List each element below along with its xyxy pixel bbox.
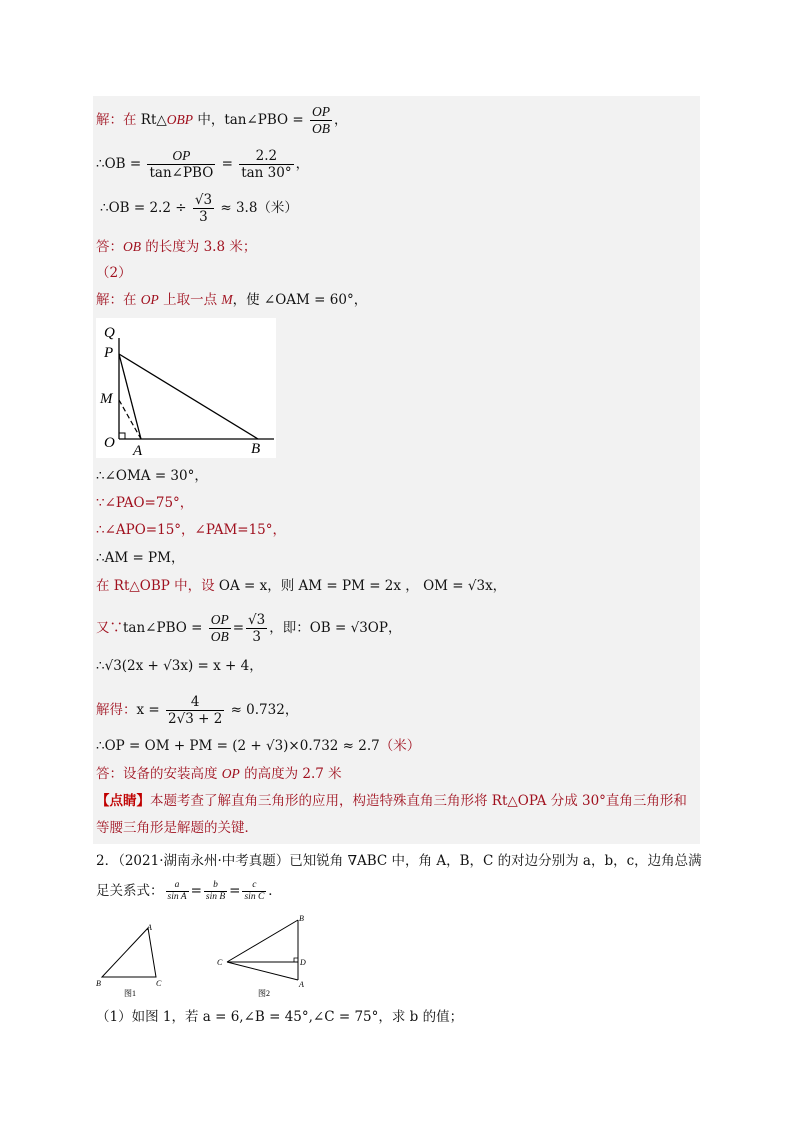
label-B: B <box>299 914 304 923</box>
label-O: O <box>104 435 115 451</box>
fraction <box>166 880 189 903</box>
denominator: sin A <box>167 892 187 902</box>
numerator: √3 <box>248 612 266 628</box>
text: M <box>221 292 233 307</box>
text: 的长度为 3.8 米； <box>141 239 257 255</box>
text: ，使 ∠OAM = 60°， <box>232 292 368 308</box>
text: 的高度为 2.7 米 <box>239 766 342 782</box>
solution-line-3 <box>100 192 298 225</box>
text: x = <box>136 702 165 718</box>
text: Rt△ <box>140 112 167 128</box>
geometry-figure-1 <box>96 318 276 458</box>
label-D: D <box>300 958 306 967</box>
comment-label: 【点睛】 <box>96 793 150 809</box>
segment-CA <box>227 962 298 980</box>
solution-line-16 <box>96 764 342 784</box>
fraction <box>147 148 215 181</box>
fraction <box>239 148 293 181</box>
fraction <box>193 192 214 225</box>
solution-line-6 <box>96 290 367 310</box>
numerator: OP <box>210 612 229 627</box>
text: 上取一点 <box>158 292 222 308</box>
segment-CB <box>227 920 298 962</box>
text: OB <box>123 239 141 254</box>
label-A: A <box>299 980 304 989</box>
numerator: OP <box>147 148 215 165</box>
fraction <box>246 612 267 645</box>
text: = <box>217 156 238 172</box>
solution-line-9: ∴∠APO=15°，∠PAM=15°， <box>96 522 287 538</box>
text: ∴OB = <box>96 156 146 172</box>
solution-line-7: ∴∠OMA = 30°， <box>96 468 208 484</box>
text: ∴OB = 2.2 ÷ <box>100 200 191 216</box>
numerator: 2.2 <box>239 148 293 165</box>
text: ， <box>334 112 348 128</box>
label-C: C <box>217 958 223 967</box>
numerator: c <box>242 880 266 892</box>
solution-line-14 <box>96 694 298 727</box>
text: ． <box>268 883 282 899</box>
comment-line-2: 等腰三角形是解题的关键． <box>96 820 258 836</box>
question-2-part-1: （1）如图 1，若 a = 6,∠B = 45°,∠C = 75°，求 b 的值； <box>96 1009 464 1025</box>
triangle-ABC <box>102 928 156 977</box>
text: OP <box>221 766 240 781</box>
label-C: C <box>156 979 162 988</box>
label-A: A <box>133 443 143 458</box>
figure-caption: 图1 <box>124 989 136 998</box>
fraction <box>310 104 332 137</box>
text: 足关系式： <box>96 883 164 899</box>
solution-line-12: 又∵tan∠PBO = $\frac{OP}{OB}$ = $\frac{√3}{3}$ ，即：OB = √3OP， <box>96 612 402 645</box>
denominator: 2√3 + 2 <box>168 711 223 727</box>
text: ≈ 0.732， <box>226 702 299 718</box>
denominator: 3 <box>199 209 208 225</box>
part-2-label: （2） <box>96 265 132 281</box>
text: 解：在 <box>96 112 141 128</box>
denominator: sin B <box>205 892 226 902</box>
label-B: B <box>251 441 261 457</box>
text: OBP <box>166 112 194 127</box>
comment-line-1 <box>96 791 687 811</box>
solution-line-13: ∴√3(2x + √3x) = x + 4， <box>96 658 263 674</box>
denominator: tan 30° <box>241 165 292 181</box>
question-2-line-2: 足关系式： $\frac{a}{\text{sin A}}$ = $\frac{b}{\text{sin B}}$ = $\frac{c}{\text{sin C}}$ ． <box>96 880 282 902</box>
text: tan∠PBO = <box>123 620 207 636</box>
label-M: M <box>100 391 113 407</box>
text: 解得： <box>96 702 137 718</box>
denominator: sin C <box>244 892 265 902</box>
triangle-figure-2 <box>214 912 314 1002</box>
fraction <box>209 612 231 645</box>
label-A: A <box>147 923 152 932</box>
fraction <box>242 880 266 903</box>
fraction <box>166 694 224 727</box>
denominator: OB <box>312 121 331 136</box>
text: 中，tan∠PBO = <box>193 112 309 128</box>
solution-line-4 <box>96 237 256 257</box>
text: ∴OP = OM + PM = (2 + √3)×0.732 ≈ 2.7 <box>96 738 380 754</box>
numerator: b <box>204 880 227 892</box>
text: 本题考查了解直角三角形的应用，构造特殊直角三角形将 Rt△OPA 分成 30°直角三角形和 <box>150 793 687 809</box>
figure-caption: 图2 <box>258 989 270 998</box>
figure-background <box>96 318 276 458</box>
denominator: 3 <box>252 629 261 645</box>
text: 答：设备的安装高度 <box>96 766 222 782</box>
numerator: a <box>166 880 189 892</box>
text: OA = x，则 AM = PM = 2x ， OM = √3x， <box>218 578 507 594</box>
fraction <box>204 880 227 903</box>
text: 解：在 <box>96 292 141 308</box>
text: ≈ 3.8（米） <box>216 200 298 216</box>
triangle-figure-1 <box>94 920 174 1000</box>
solution-line-2 <box>96 148 309 181</box>
text: ， <box>295 156 310 172</box>
label-P: P <box>104 345 114 361</box>
solution-line-10: ∴AM = PM， <box>96 550 185 566</box>
solution-line-15 <box>96 736 420 756</box>
numerator: √3 <box>194 192 213 208</box>
text: 又∵ <box>96 620 123 636</box>
denominator: tan∠PBO <box>149 165 214 181</box>
text: 答： <box>96 239 123 255</box>
label-Q: Q <box>104 325 115 341</box>
solution-line-11 <box>96 576 506 596</box>
question-2-line-1: 2．（2021·湖南永州·中考真题）已知锐角 ∇ABC 中，角 A，B，C 的对边分别为 a，b，c，边角总满 <box>96 853 702 869</box>
numerator: OP <box>312 104 331 119</box>
text: （米） <box>379 738 421 754</box>
text: 在 Rt△OBP 中，设 <box>96 578 219 594</box>
right-angle-mark <box>294 958 298 962</box>
text: ，即：OB = √3OP， <box>269 620 402 636</box>
solution-line-8: ∵∠PAO=75°， <box>96 495 194 511</box>
text: OP <box>140 292 159 307</box>
solution-line-1 <box>96 104 348 137</box>
numerator: 4 <box>166 694 224 711</box>
denominator: OB <box>210 629 229 644</box>
label-B: B <box>96 979 101 988</box>
